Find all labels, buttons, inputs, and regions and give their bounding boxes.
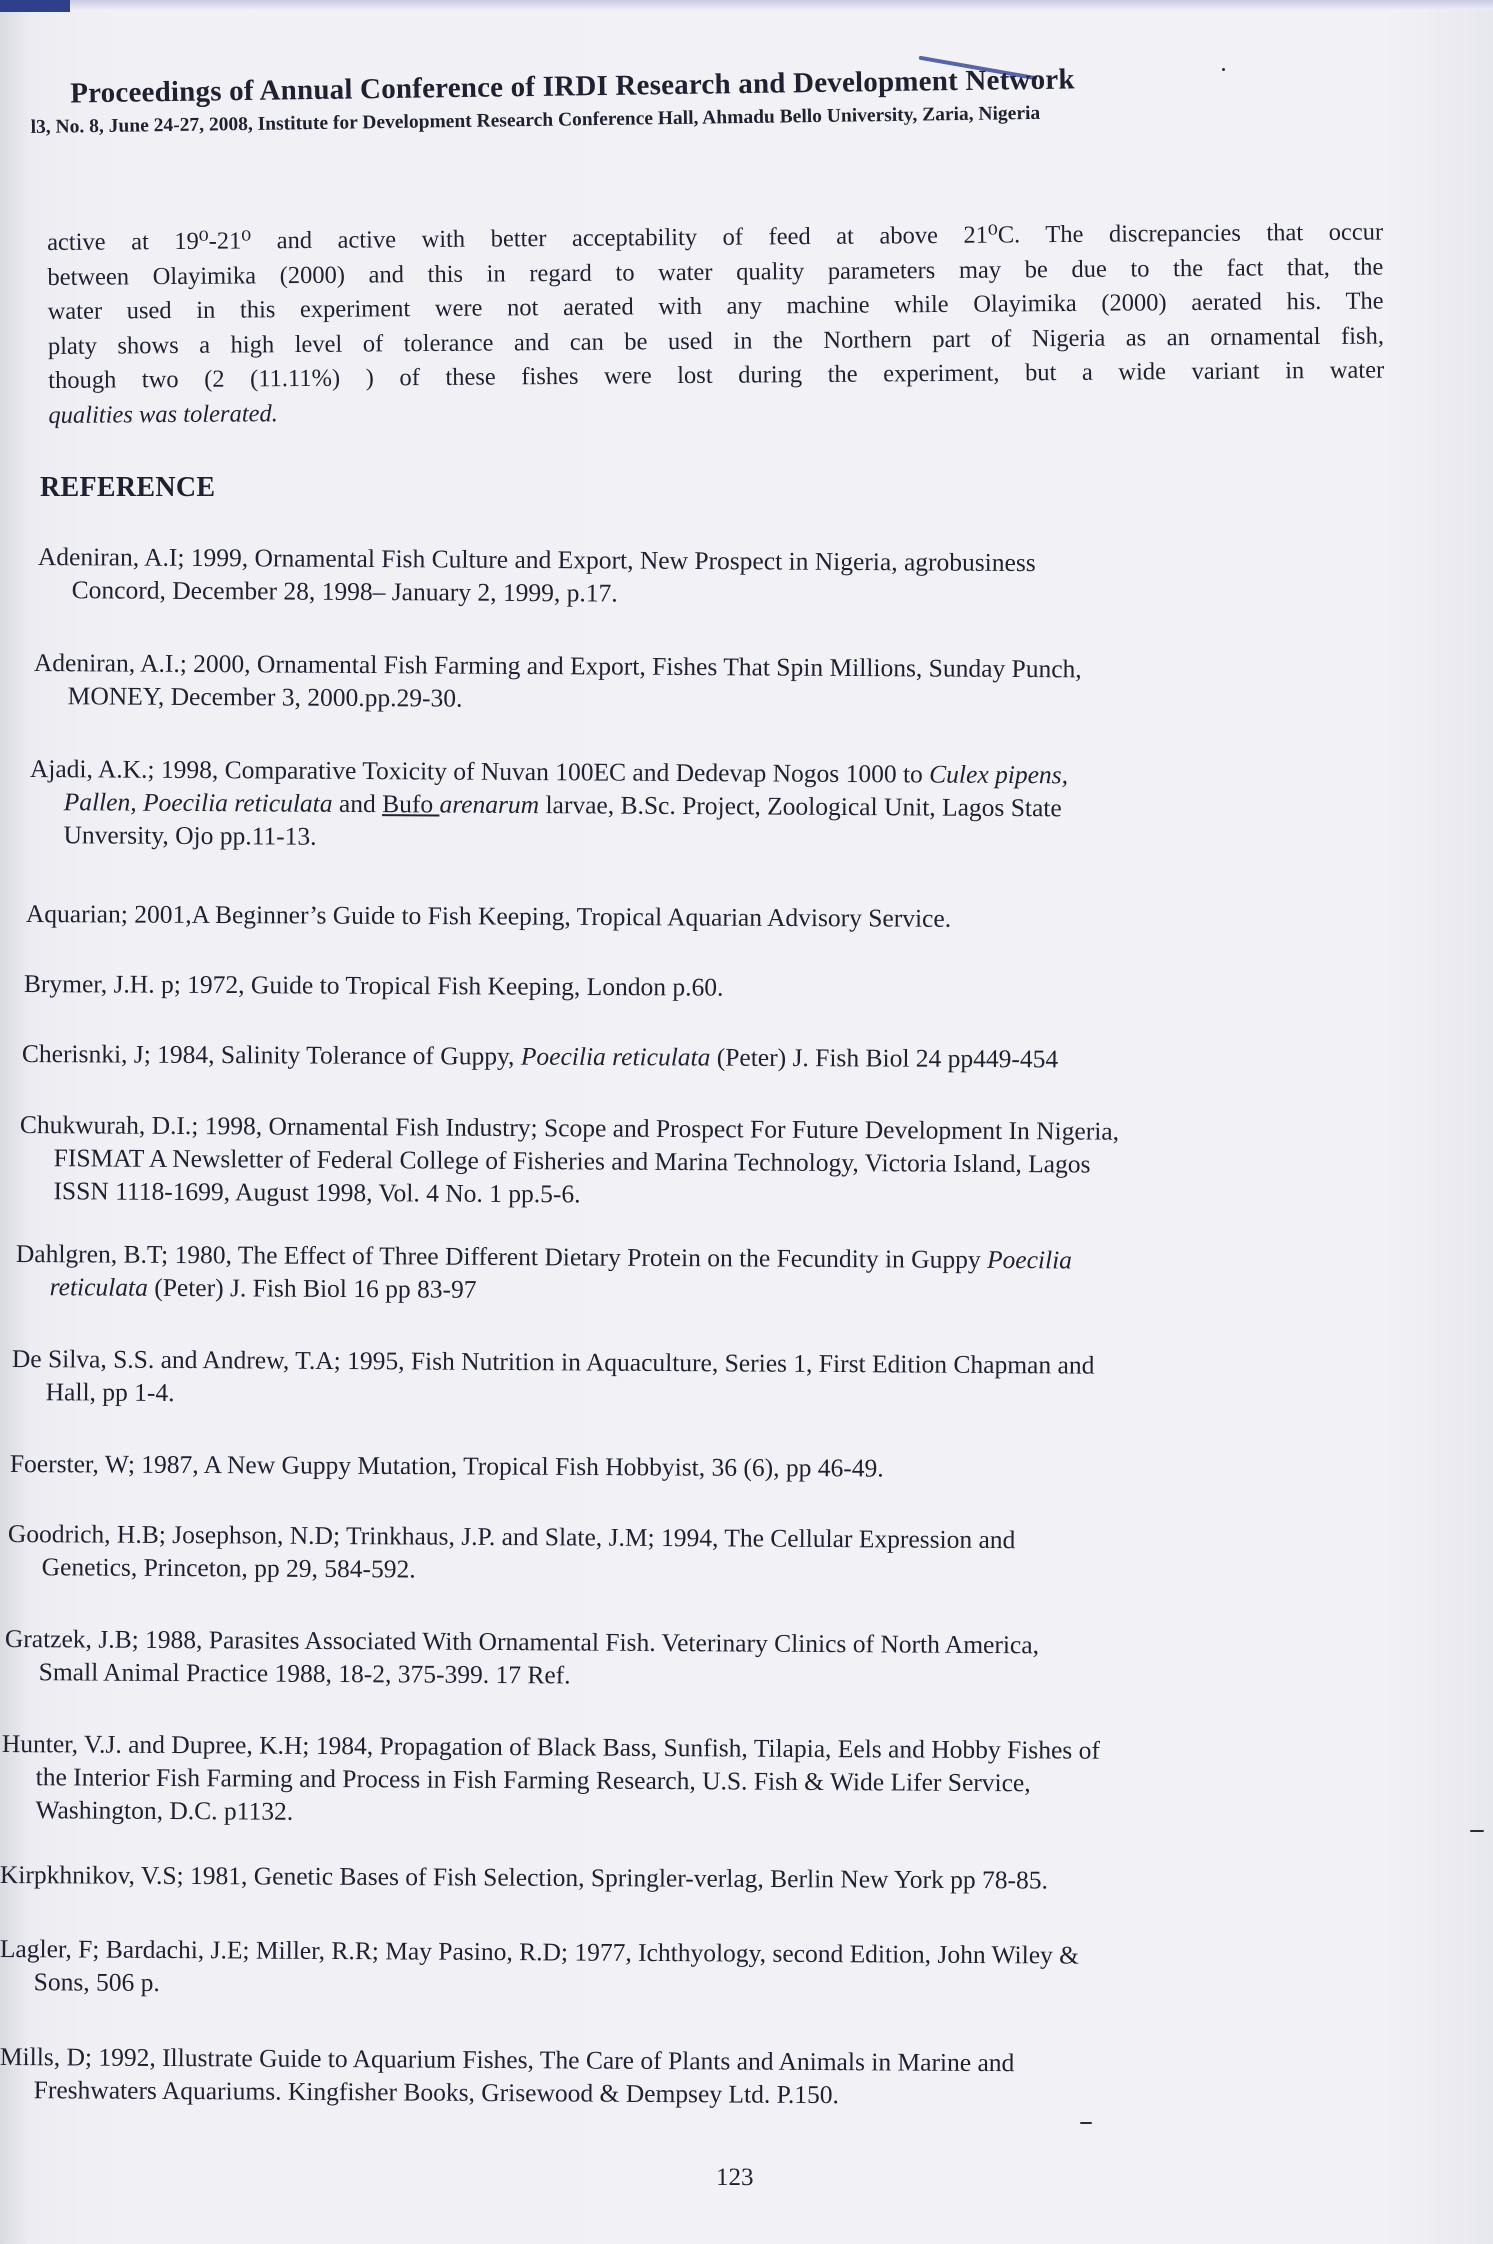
- reference-species: Poecilia: [986, 1244, 1073, 1275]
- reference-entry: [0, 1932, 1350, 2006]
- reference-entry: [24, 967, 1374, 1007]
- reference-line: Gratzek, J.B; 1988, Parasites Associated With Ornamental Fish. Veterinary Clinics of North America,: [4, 1624, 1040, 1660]
- reference-line: Adeniran, A.I; 1999, Ornamental Fish Culture and Export, New Prospect in Nigeria, agrobusiness: [37, 541, 1036, 578]
- scan-top-band: [0, 0, 1493, 10]
- reference-entry: [0, 1858, 1350, 1898]
- reference-entry: [12, 1342, 1362, 1416]
- reference-line: Washington, D.C. p1132.: [35, 1795, 294, 1826]
- reference-line: Foerster, W; 1987, A New Guppy Mutation, Tropical Fish Hobbyist, 36 (6), pp 46-49.: [9, 1449, 884, 1483]
- reference-entry: [8, 1517, 1358, 1591]
- reference-line: Kirpkhnikov, V.S; 1981, Genetic Bases of Fish Selection, Springler-verlag, Berlin New York pp 78-85.: [0, 1860, 1048, 1895]
- reference-line: Mills, D; 1992, Illustrate Guide to Aquarium Fishes, The Care of Plants and Animals in Marine and: [0, 2042, 1015, 2078]
- reference-species: reticulata: [49, 1272, 148, 1302]
- reference-entry: [22, 1037, 1372, 1077]
- reference-text: and: [332, 788, 383, 819]
- paragraph-line: platy shows a high level of tolerance and can be used in the Northern part of Nigeria as an ornamental fish,: [47, 322, 1385, 360]
- reference-species: Culex pipens,: [929, 759, 1069, 790]
- reference-line: FISMAT A Newsletter of Federal College of Fisheries and Marina Technology, Victoria Island, Lagos: [53, 1143, 1091, 1179]
- reference-line: Small Animal Practice 1988, 18-2, 375-399. 17 Ref.: [38, 1657, 571, 1690]
- reference-line: ISSN 1118-1699, August 1998, Vol. 4 No. 1 pp.5-6.: [53, 1176, 581, 1209]
- references-list: [0, 540, 1493, 2120]
- scan-corner-mark: [0, 0, 70, 12]
- reference-line: the Interior Fish Farming and Process in Fish Farming Research, U.S. Fish & Wide Lifer Service,: [35, 1762, 1031, 1798]
- scan-speck: [1470, 1830, 1484, 1832]
- reference-entry: [10, 1447, 1360, 1487]
- reference-line: Brymer, J.H. p; 1972, Guide to Tropical Fish Keeping, London p.60.: [23, 969, 724, 1002]
- reference-text: Cherisnki, J; 1984, Salinity Tolerance of Guppy,: [21, 1039, 521, 1071]
- scan-speck: [1222, 68, 1225, 71]
- paragraph-line: active at 19⁰-21⁰ and active with better acceptability of feed at above 21⁰C. The discrepancies that occur: [47, 218, 1384, 256]
- reference-species: Pallen, Poecilia reticulata: [63, 787, 333, 818]
- reference-text: (Peter) J. Fish Biol 16 pp 83-97: [147, 1272, 477, 1304]
- reference-entry: [26, 897, 1376, 937]
- reference-species: Poecilia reticulata: [520, 1041, 711, 1072]
- reference-line: [16, 1270, 1366, 1311]
- header-subtitle: l3, No. 8, June 24-27, 2008, Institute for Development Research Conference Hall, Ahmadu Bello University, Zaria, Nigeria: [30, 102, 1041, 138]
- reference-text: Ajadi, A.K.; 1998, Comparative Toxicity of Nuvan 100EC and Dedevap Nogos 1000 to: [29, 754, 930, 789]
- reference-line: Unversity, Ojo pp.11-13.: [63, 820, 317, 851]
- reference-line: Adeniran, A.I.; 2000, Ornamental Fish Farming and Export, Fishes That Spin Millions, Sunday Punch,: [33, 647, 1082, 684]
- reference-entry: [19, 1108, 1370, 1215]
- reference-line: Sons, 506 p.: [33, 1967, 160, 1997]
- paragraph-line: though two (2 (11.11%) ) of these fishes were lost during the experiment, but a wide variant in water: [48, 356, 1385, 394]
- scan-speck: [1080, 2122, 1092, 2124]
- conference-header: [30, 60, 1331, 139]
- reference-entry: [34, 646, 1384, 720]
- reference-species: arenarum: [439, 789, 540, 820]
- reference-entry: [38, 540, 1388, 614]
- reference-entry: [16, 1237, 1366, 1311]
- reference-entry: [5, 1622, 1355, 1696]
- reference-text: larvae, B.Sc. Project, Zoological Unit, Lagos State: [539, 790, 1062, 823]
- reference-line: Aquarian; 2001,A Beginner’s Guide to Fish Keeping, Tropical Aquarian Advisory Service.: [25, 899, 952, 933]
- reference-text: Dahlgren, B.T; 1980, The Effect of Three Different Dietary Protein on the Fecundity in Guppy: [15, 1239, 988, 1274]
- reference-entry: [1, 1727, 1352, 1834]
- page-number: 123: [716, 2164, 754, 2191]
- reference-line: MONEY, December 3, 2000.pp.29-30.: [67, 681, 463, 713]
- header-title: Proceedings of Annual Conference of IRDI Research and Development Network: [69, 63, 1075, 110]
- reference-line: Concord, December 28, 1998– January 2, 1999, p.17.: [71, 575, 618, 608]
- reference-line: [22, 1037, 1372, 1077]
- reference-entry: [29, 752, 1380, 859]
- reference-line: Lagler, F; Bardachi, J.E; Miller, R.R; May Pasino, R.D; 1977, Ichthyology, second Edition, John Wiley &: [0, 1934, 1080, 1970]
- body-paragraph: [47, 216, 1385, 433]
- paragraph-line: qualities was tolerated.: [48, 399, 278, 429]
- reference-line: Hunter, V.J. and Dupree, K.H; 1984, Propagation of Black Bass, Sunfish, Tilapia, Eels and Hobby Fishes of: [1, 1729, 1100, 1765]
- reference-entry: [0, 2040, 1350, 2114]
- reference-line: De Silva, S.S. and Andrew, T.A; 1995, Fish Nutrition in Aquaculture, Series 1, First Edition Chapman and: [11, 1344, 1095, 1380]
- reference-text: (Peter) J. Fish Biol 24 pp449-454: [710, 1042, 1059, 1074]
- paragraph-line: water used in this experiment were not aerated with any machine while Olayimika (2000) aerated his. The: [47, 287, 1384, 325]
- reference-line: Chukwurah, D.I.; 1998, Ornamental Fish Industry; Scope and Prospect For Future Development In Nigeria,: [19, 1110, 1120, 1146]
- references-heading: REFERENCE: [40, 472, 216, 503]
- reference-species-underlined: Bufo: [382, 789, 440, 819]
- reference-line: Freshwaters Aquariums. Kingfisher Books, Grisewood & Dempsey Ltd. P.150.: [33, 2075, 840, 2110]
- paragraph-line: between Olayimika (2000) and this in regard to water quality parameters may be due to the fact that, the: [47, 253, 1384, 291]
- reference-line: Goodrich, H.B; Josephson, N.D; Trinkhaus, J.P. and Slate, J.M; 1994, The Cellular Expression and: [7, 1519, 1016, 1555]
- reference-line: Hall, pp 1-4.: [45, 1377, 175, 1407]
- reference-line: Genetics, Princeton, pp 29, 584-592.: [41, 1552, 416, 1584]
